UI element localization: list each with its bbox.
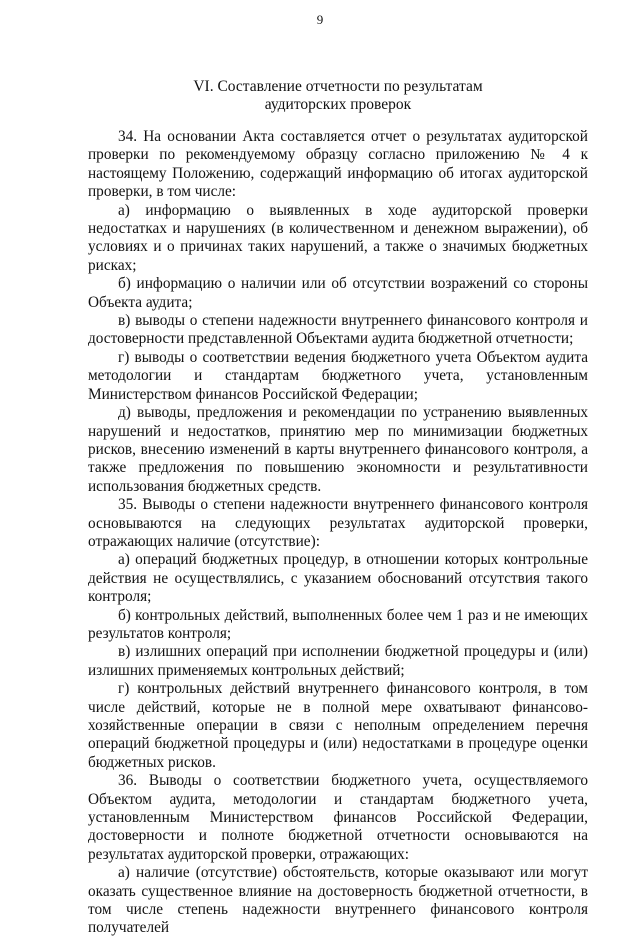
paragraph-36-a: а) наличие (отсутствие) обстоятельств, которые оказывают или могут оказать существенное влияние на достоверность бюджетной отчетности, в том числе степень надежности внутреннего финансового контроля получателей: [88, 864, 588, 937]
section-heading-line-2: аудиторских проверок: [264, 96, 412, 113]
paragraph-35: 35. Выводы о степени надежности внутреннего финансового контроля основываются на следующих результатах аудиторской проверки, отражающих наличие (отсутствие):: [88, 496, 588, 550]
paragraph-34-a: а) информацию о выявленных в ходе аудиторской проверки недостатках и нарушениях (в количественном и денежном выражении), об условиях и о причинах таких нарушений, а также о значимых бюджетных рисках;: [88, 201, 588, 274]
paragraph-35-a: а) операций бюджетных процедур, в отношении которых контрольные действия не осуществлялись, с указанием обоснований отсутствия такого контроля;: [88, 551, 588, 606]
page-number: 9: [316, 12, 324, 27]
section-heading-line-1: VI. Составление отчетности по результатам: [193, 78, 483, 95]
paragraph-36: 36. Выводы о соответствии бюджетного учета, осуществляемого Объектом аудита, методологии и стандартам бюджетного учета, установленным Министерством финансов Российской Федерации, достоверности и полноте бюджетной отчетности основываются на результатах аудиторской проверки, отражающих:: [88, 772, 588, 863]
paragraph-34-v: в) выводы о степени надежности внутреннего финансового контроля и достоверности представленной Объектами аудита бюджетной отчетности;: [88, 312, 588, 348]
section-heading: [88, 78, 588, 114]
paragraph-35-g: г) контрольных действий внутреннего финансового контроля, в том числе действий, которые не в полной мере охватывают финансово-хозяйственные операции в связи с неполным определением перечня операций бюджетной процедуры и (или) недостатками в процедуре оценки бюджетных рисков.: [88, 680, 588, 771]
paragraph-34: 34. На основании Акта составляется отчет о результатах аудиторской проверки по рекомендуемому образцу согласно приложению № 4 к настоящему Положению, содержащий информацию об итогах аудиторской проверки, в том числе:: [88, 128, 588, 201]
paragraph-34-b: б) информацию о наличии или об отсутствии возражений со стороны Объекта аудита;: [88, 275, 588, 311]
paragraph-34-g: г) выводы о соответствии ведения бюджетного учета Объектом аудита методологии и стандартам бюджетного учета, установленным Министерством финансов Российской Федерации;: [88, 348, 588, 403]
paragraph-34-d: д) выводы, предложения и рекомендации по устранению выявленных нарушений и недостатков, принятию мер по минимизации бюджетных рисков, внесению изменений в карты внутреннего финансового контроля, а также предложения по повышению экономности и результативности использования бюджетных средств.: [88, 404, 588, 495]
paragraph-35-v: в) излишних операций при исполнении бюджетной процедуры и (или) излишних применяемых контрольных действий;: [88, 643, 588, 679]
document-body: [88, 128, 588, 938]
paragraph-35-b: б) контрольных действий, выполненных более чем 1 раз и не имеющих результатов контроля;: [88, 606, 588, 642]
